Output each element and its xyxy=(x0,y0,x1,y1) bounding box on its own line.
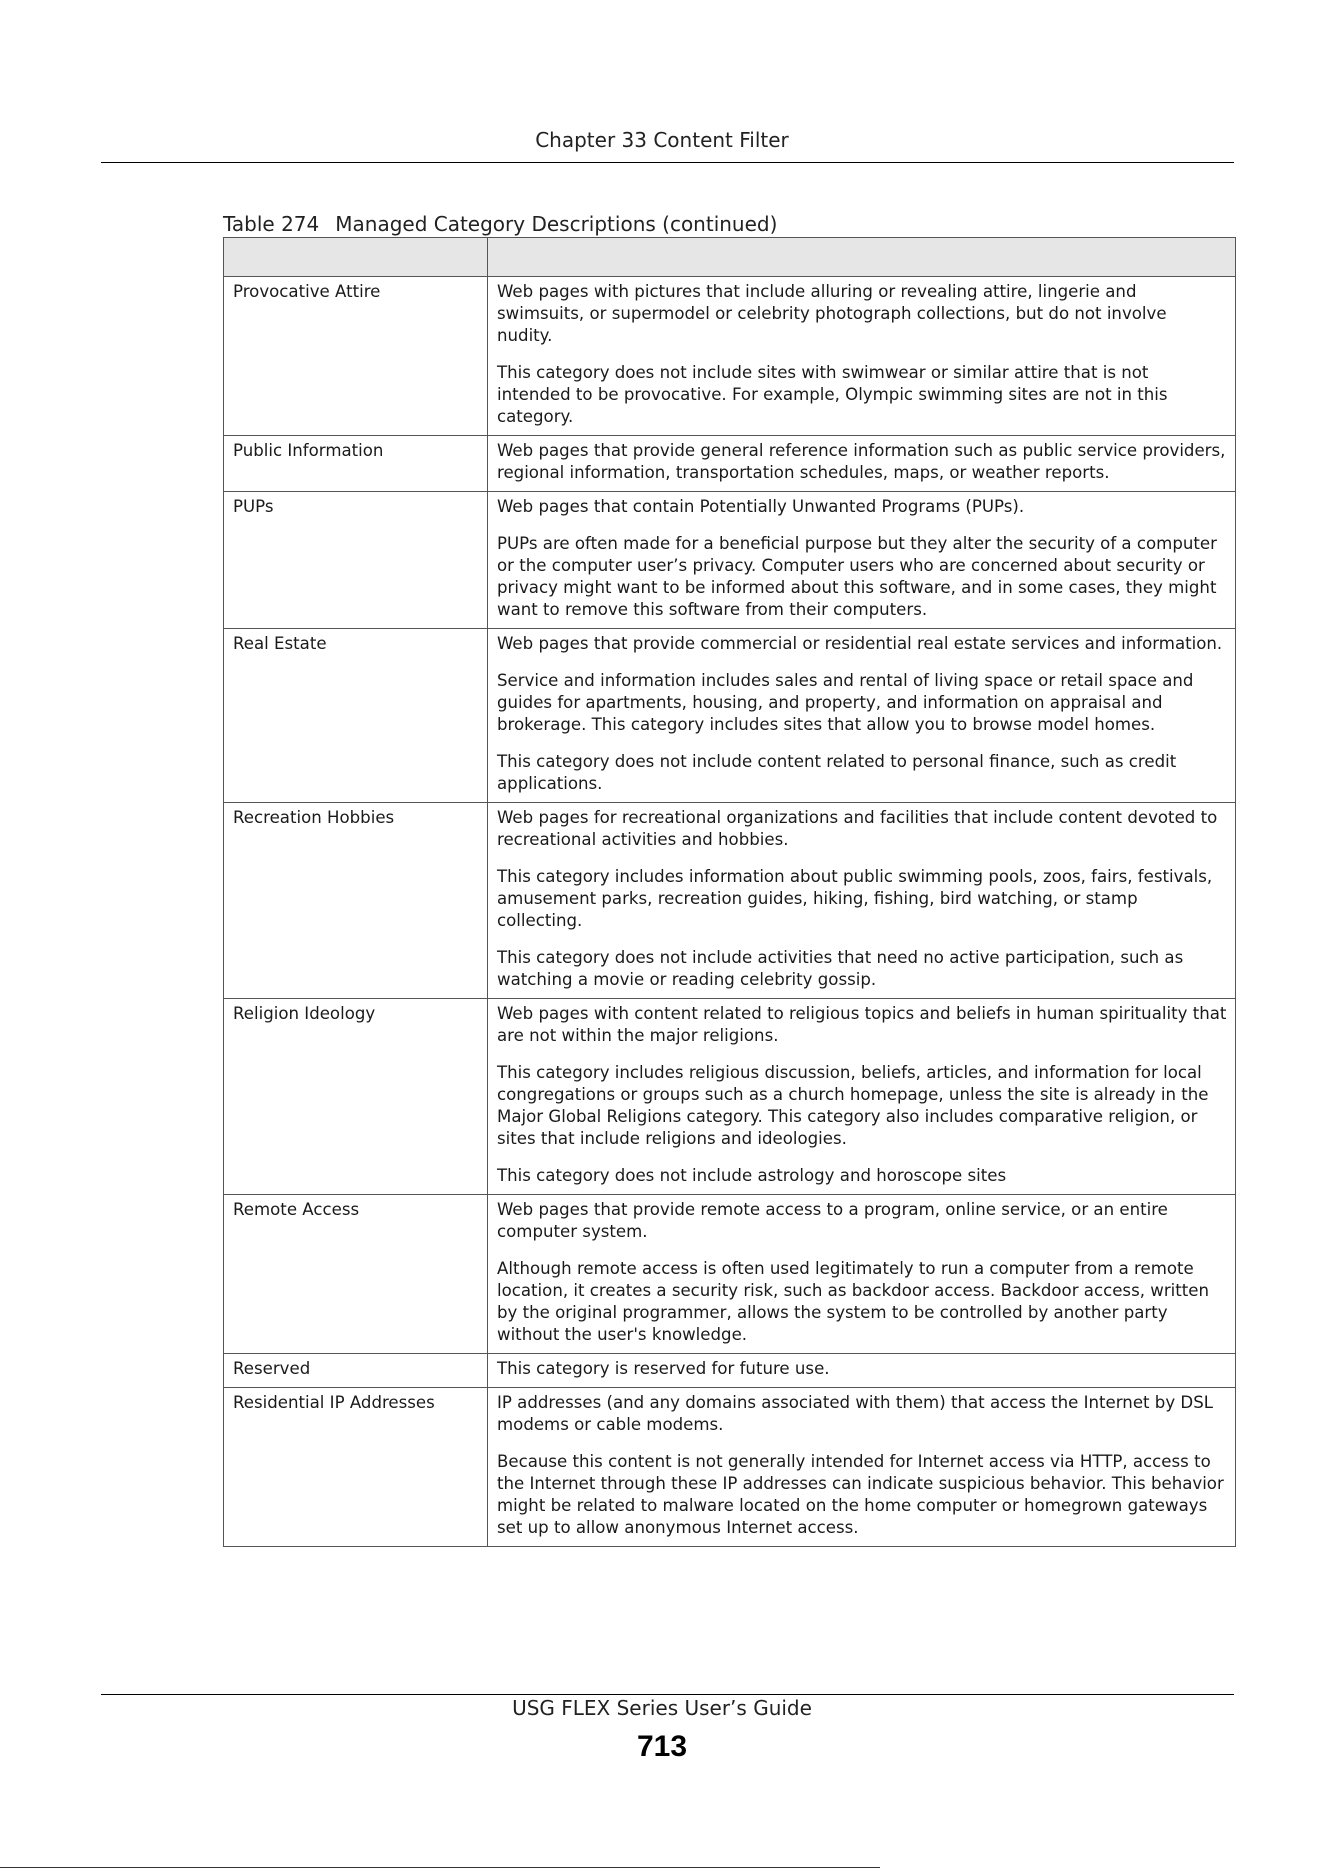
category-description xyxy=(488,629,1236,803)
description-paragraph: Web pages that provide commercial or residential real estate services and information. xyxy=(497,634,1223,653)
table-caption-number: Table 274 xyxy=(223,212,320,236)
table-row xyxy=(224,1195,1236,1354)
description-paragraph: This category does not include activities that need no active participation, such as watching a movie or reading celebrity gossip. xyxy=(497,948,1184,989)
description-paragraph: Service and information includes sales and rental of living space or retail space and guides for apartments, housing, and property, and information on appraisal and brokerage. This category includes sites that allow you to browse model homes. xyxy=(497,671,1194,734)
category-name: Religion Ideology xyxy=(224,999,488,1195)
description-paragraph: Because this content is not generally intended for Internet access via HTTP, access to the Internet through these IP addresses can indicate suspicious behavior. This behavior might be related to malware located on the home computer or homegrown gateways set up to allow anonymous Internet access. xyxy=(497,1452,1224,1537)
table-row xyxy=(224,999,1236,1195)
category-name: Provocative Attire xyxy=(224,277,488,436)
category-name: PUPs xyxy=(224,492,488,629)
page-number: 713 xyxy=(636,1730,688,1763)
table-caption xyxy=(223,212,777,236)
description-paragraph: Web pages that contain Potentially Unwanted Programs (PUPs). xyxy=(497,497,1025,516)
description-paragraph: This category does not include astrology and horoscope sites xyxy=(497,1166,1007,1185)
table-row xyxy=(224,1354,1236,1388)
category-description xyxy=(488,803,1236,999)
description-paragraph: This category does not include sites with swimwear or similar attire that is not intended to be provocative. For example, Olympic swimming sites are not in this category. xyxy=(497,363,1168,426)
category-description xyxy=(488,1388,1236,1547)
description-paragraph: Web pages that provide general reference information such as public service providers, regional information, transportation schedules, maps, or weather reports. xyxy=(497,441,1226,482)
category-description xyxy=(488,1354,1236,1388)
table-row xyxy=(224,277,1236,436)
description-paragraph: Web pages that provide remote access to a program, online service, or an entire computer system. xyxy=(497,1200,1168,1241)
header-cell-category xyxy=(224,238,488,277)
category-name: Public Information xyxy=(224,436,488,492)
description-paragraph: Web pages with pictures that include alluring or revealing attire, lingerie and swimsuits, or supermodel or celebrity photograph collections, but do not involve nudity. xyxy=(497,282,1167,345)
footer-divider xyxy=(101,1694,1234,1695)
chapter-header: Chapter 33 Content Filter xyxy=(535,128,789,152)
description-paragraph: Although remote access is often used legitimately to run a computer from a remote location, it creates a security risk, such as backdoor access. Backdoor access, written by the original programmer, allows the system to be controlled by another party without the user's knowledge. xyxy=(497,1259,1210,1344)
table-header-row xyxy=(224,238,1236,277)
category-name: Residential IP Addresses xyxy=(224,1388,488,1547)
header-cell-description xyxy=(488,238,1236,277)
header-divider xyxy=(101,162,1234,163)
category-description xyxy=(488,1195,1236,1354)
description-paragraph: This category does not include content related to personal finance, such as credit applications. xyxy=(497,752,1177,793)
guide-title: USG FLEX Series User’s Guide xyxy=(512,1696,812,1720)
category-description xyxy=(488,999,1236,1195)
description-paragraph: This category is reserved for future use. xyxy=(497,1359,830,1378)
managed-category-table xyxy=(223,237,1236,1547)
bottom-edge-rule xyxy=(0,1867,880,1868)
table-caption-title: Managed Category Descriptions (continued) xyxy=(335,212,778,236)
category-description xyxy=(488,436,1236,492)
category-name: Remote Access xyxy=(224,1195,488,1354)
description-paragraph: This category includes religious discussion, beliefs, articles, and information for local congregations or groups such as a church homepage, unless the site is already in the Major Global Religions category. This category also includes comparative religion, or sites that include religions and ideologies. xyxy=(497,1063,1209,1148)
description-paragraph: This category includes information about public swimming pools, zoos, fairs, festivals, amusement parks, recreation guides, hiking, fishing, bird watching, or stamp collecting. xyxy=(497,867,1213,930)
category-name: Reserved xyxy=(224,1354,488,1388)
category-description xyxy=(488,492,1236,629)
table-body xyxy=(224,277,1236,1547)
table-row xyxy=(224,1388,1236,1547)
description-paragraph: IP addresses (and any domains associated with them) that access the Internet by DSL modems or cable modems. xyxy=(497,1393,1213,1434)
description-paragraph: PUPs are often made for a beneficial purpose but they alter the security of a computer or the computer user’s privacy. Computer users who are concerned about security or privacy might want to be informed about this software, and in some cases, they might want to remove this software from their computers. xyxy=(497,534,1217,619)
table-row xyxy=(224,492,1236,629)
table-row xyxy=(224,803,1236,999)
table-row xyxy=(224,436,1236,492)
table-row xyxy=(224,629,1236,803)
category-description xyxy=(488,277,1236,436)
category-name: Recreation Hobbies xyxy=(224,803,488,999)
description-paragraph: Web pages for recreational organizations and facilities that include content devoted to recreational activities and hobbies. xyxy=(497,808,1218,849)
category-name: Real Estate xyxy=(224,629,488,803)
description-paragraph: Web pages with content related to religious topics and beliefs in human spirituality that are not within the major religions. xyxy=(497,1004,1227,1045)
